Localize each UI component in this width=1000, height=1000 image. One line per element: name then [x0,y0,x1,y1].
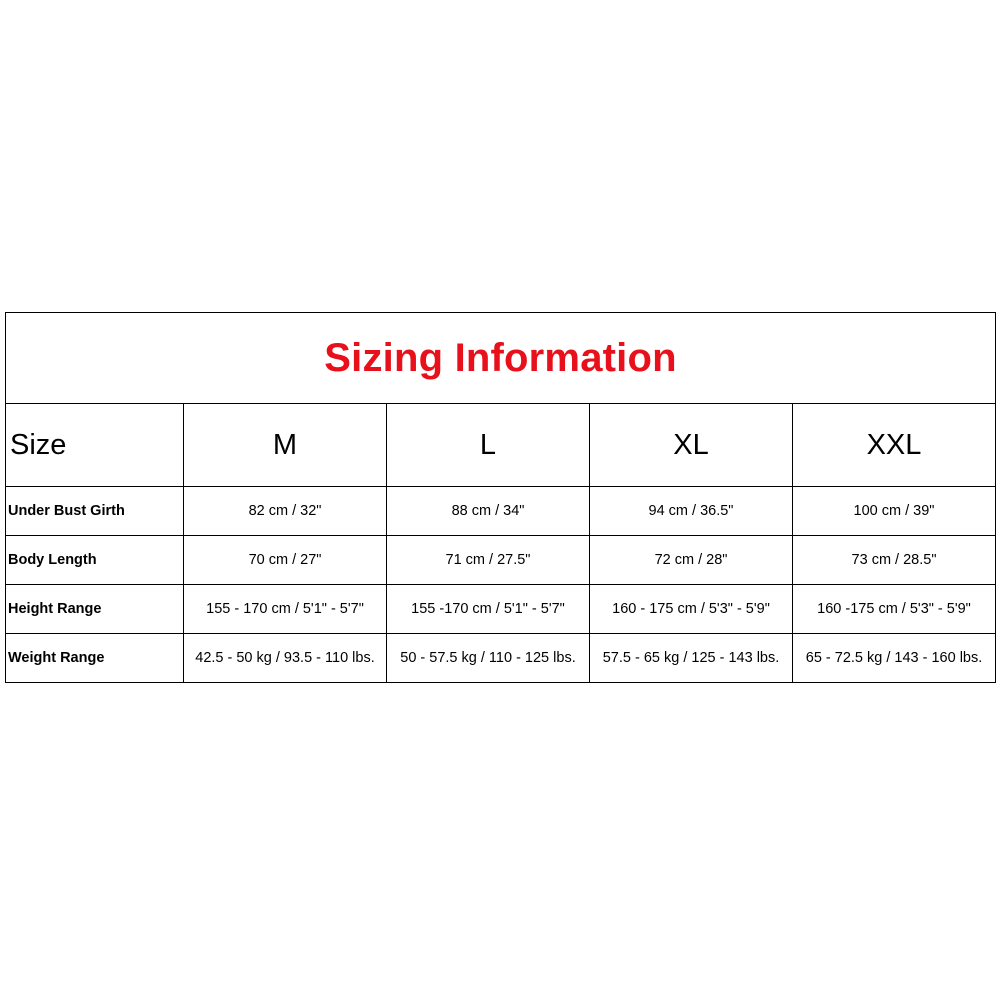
title-row [6,313,996,404]
table-row-body-length [6,536,996,585]
sizing-table [5,312,996,683]
size-column-xl: XL [590,404,793,487]
size-column-m: M [184,404,387,487]
row-label: Height Range [6,585,184,634]
table-cell: 70 cm / 27" [184,536,387,585]
table-cell: 42.5 - 50 kg / 93.5 - 110 lbs. [184,634,387,683]
table-cell: 160 - 175 cm / 5'3" - 5'9" [590,585,793,634]
size-column-xxl: XXL [793,404,996,487]
table-cell: 94 cm / 36.5" [590,487,793,536]
table-cell: 57.5 - 65 kg / 125 - 143 lbs. [590,634,793,683]
table-row-weight-range [6,634,996,683]
table-cell: 155 - 170 cm / 5'1" - 5'7" [184,585,387,634]
table-cell: 155 -170 cm / 5'1" - 5'7" [387,585,590,634]
table-cell: 65 - 72.5 kg / 143 - 160 lbs. [793,634,996,683]
table-cell: 50 - 57.5 kg / 110 - 125 lbs. [387,634,590,683]
row-label: Under Bust Girth [6,487,184,536]
table-cell: 73 cm / 28.5" [793,536,996,585]
table-cell: 82 cm / 32" [184,487,387,536]
table-row-height-range [6,585,996,634]
size-header-row [6,404,996,487]
row-label: Body Length [6,536,184,585]
row-label: Weight Range [6,634,184,683]
size-column-l: L [387,404,590,487]
table-cell: 100 cm / 39" [793,487,996,536]
table-cell: 160 -175 cm / 5'3" - 5'9" [793,585,996,634]
table-cell: 71 cm / 27.5" [387,536,590,585]
table-cell: 72 cm / 28" [590,536,793,585]
table-cell: 88 cm / 34" [387,487,590,536]
table-row-under-bust-girth [6,487,996,536]
table-title: Sizing Information [6,313,996,404]
size-header-label: Size [6,404,184,487]
